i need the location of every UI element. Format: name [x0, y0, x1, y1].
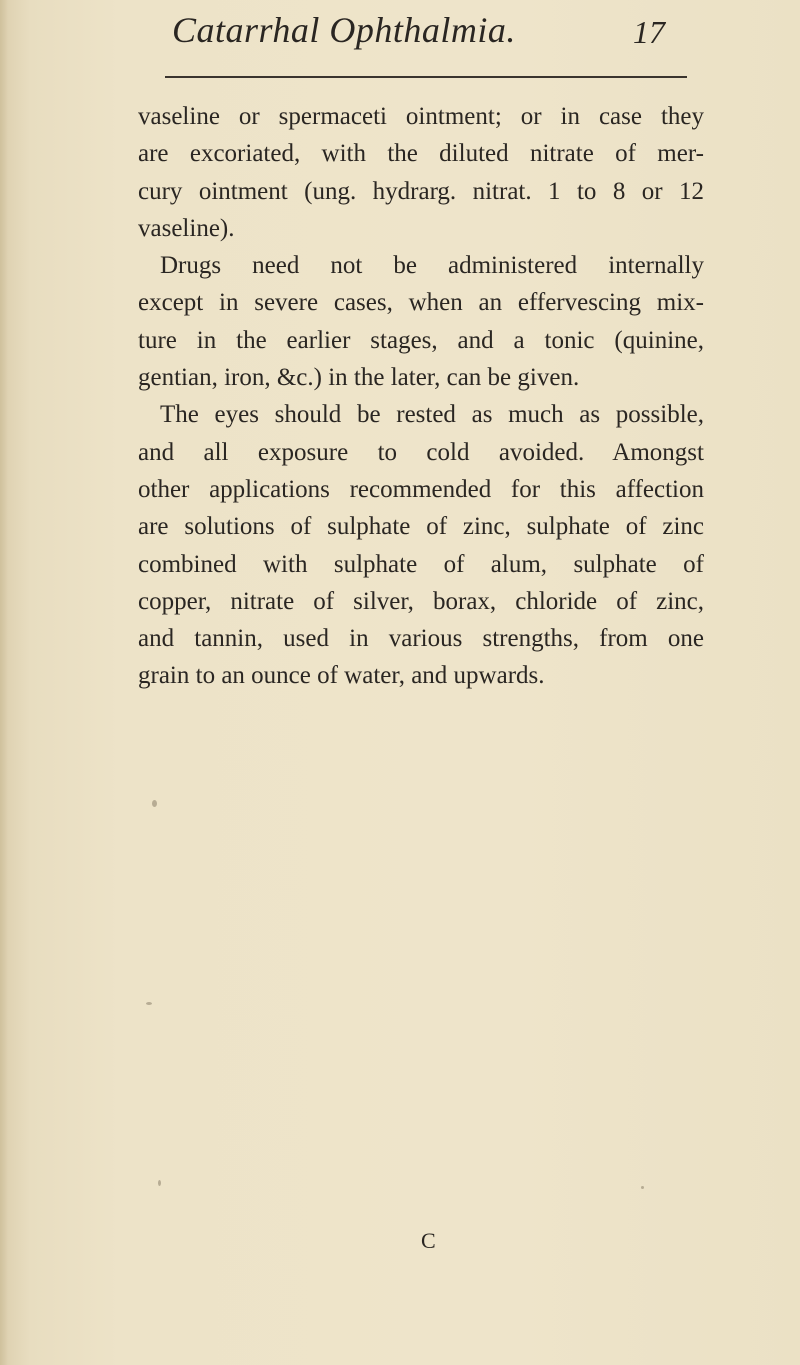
page-number: 17	[633, 14, 665, 50]
body-text	[138, 98, 704, 695]
running-title: Catarrhal Ophthalmia.	[172, 10, 516, 50]
text-line-9: The eyes should be rested as much as possible,	[160, 401, 704, 429]
text-line-16: grain to an ounce of water, and upwards.	[138, 662, 545, 690]
text-line-11: other applications recommended for this affection	[138, 475, 704, 503]
text-line-5: Drugs need not be administered internally	[160, 252, 704, 280]
signature-mark: C	[421, 1228, 436, 1253]
text-line-3: cury ointment (ung. hydrarg. nitrat. 1 to 8 or 12	[138, 177, 704, 205]
text-line-7: ture in the earlier stages, and a tonic (quinine,	[138, 326, 704, 354]
text-line-4: vaseline).	[138, 214, 235, 242]
header-rule	[165, 76, 687, 78]
paper-speck	[152, 800, 157, 807]
text-line-13: combined with sulphate of alum, sulphate of	[138, 550, 704, 578]
text-line-12: are solutions of sulphate of zinc, sulphate of zinc	[138, 513, 704, 541]
text-line-14: copper, nitrate of silver, borax, chloride of zinc,	[138, 587, 704, 615]
text-line-6: except in severe cases, when an effervescing mix-	[138, 289, 704, 317]
text-line-2: are excoriated, with the diluted nitrate of mer-	[138, 140, 704, 168]
text-line-15: and tannin, used in various strengths, from one	[138, 625, 704, 653]
text-line-1: vaseline or spermaceti ointment; or in case they	[138, 103, 704, 130]
paper-speck	[641, 1186, 644, 1189]
text-line-8: gentian, iron, &c.) in the later, can be given.	[138, 364, 580, 392]
paper-speck	[158, 1180, 161, 1186]
page-gutter-shadow	[0, 0, 8, 1365]
text-line-10: and all exposure to cold avoided. Amongst	[138, 438, 704, 466]
paper-speck	[146, 1002, 152, 1005]
